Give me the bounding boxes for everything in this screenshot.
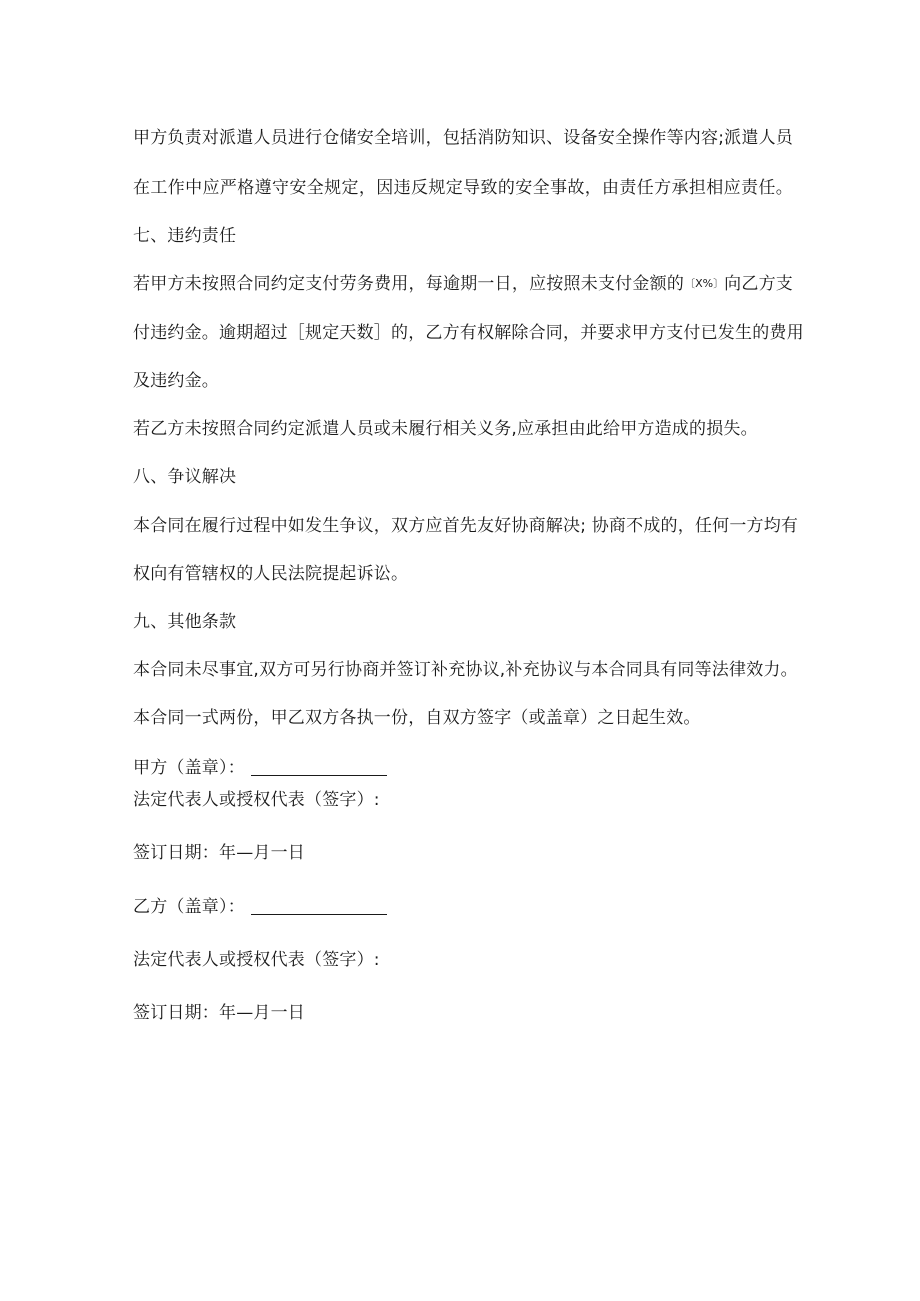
clause-7-line-2: 付违约金。逾期超过［规定天数］的，乙方有权解除合同，并要求甲方支付已发生的费用 xyxy=(133,323,804,343)
penalty-rate-placeholder: 〔X%〕 xyxy=(684,277,725,290)
clause-6-line-2: 在工作中应严格遵守安全规定，因违反规定导致的安全事故，由责任方承担相应责任。 xyxy=(133,178,793,198)
clause-8-line-2: 权向有管辖权的人民法院提起诉讼。 xyxy=(133,564,409,584)
clause-6-line-1: 甲方负责对派遣人员进行仓储安全培训，包括消防知识、设备安全操作等内容;派遣人员 xyxy=(133,128,793,148)
clause-7-line-1 xyxy=(133,273,793,295)
clause-9-line-1: 本合同未尽事宜,双方可另行协商并签订补充协议,补充协议与本合同具有同等法律效力。 xyxy=(133,660,798,680)
party-a-seal-label: 甲方（盖章）： xyxy=(133,758,245,778)
section-9-heading: 九、其他条款 xyxy=(133,612,237,632)
party-a-seal-blank[interactable] xyxy=(251,757,387,776)
party-a-representative-label: 法定代表人或授权代表（签字）: xyxy=(133,790,380,810)
party-a-seal-row xyxy=(133,757,387,779)
party-b-seal-blank[interactable] xyxy=(251,896,387,915)
clause-7-line-1-text-a: 若甲方未按照合同约定支付劳务费用，每逾期一日，应按照未支付金额的 xyxy=(133,274,685,294)
party-b-seal-row xyxy=(133,896,387,918)
section-7-heading: 七、违约责任 xyxy=(133,226,237,246)
party-b-sign-date-label: 签订日期：年—月一日 xyxy=(133,1003,305,1023)
clause-8-line-1: 本合同在履行过程中如发生争议，双方应首先友好协商解决; 协商不成的，任何一方均有 xyxy=(133,516,799,536)
party-a-sign-date-label: 签订日期：年—月一日 xyxy=(133,843,305,863)
section-8-heading: 八、争议解决 xyxy=(133,467,237,487)
party-b-representative-label: 法定代表人或授权代表（签字）: xyxy=(133,950,380,970)
party-b-seal-label: 乙方（盖章）： xyxy=(133,897,245,917)
clause-7-line-3: 及违约金。 xyxy=(133,371,219,391)
clause-9-line-2: 本合同一式两份，甲乙双方各执一份，自双方签字（或盖章）之日起生效。 xyxy=(133,708,701,728)
clause-7-party-b-line: 若乙方未按照合同约定派遣人员或未履行相关义务,应承担由此给甲方造成的损失。 xyxy=(133,419,758,439)
clause-7-line-1-text-b: 向乙方支 xyxy=(724,274,793,294)
